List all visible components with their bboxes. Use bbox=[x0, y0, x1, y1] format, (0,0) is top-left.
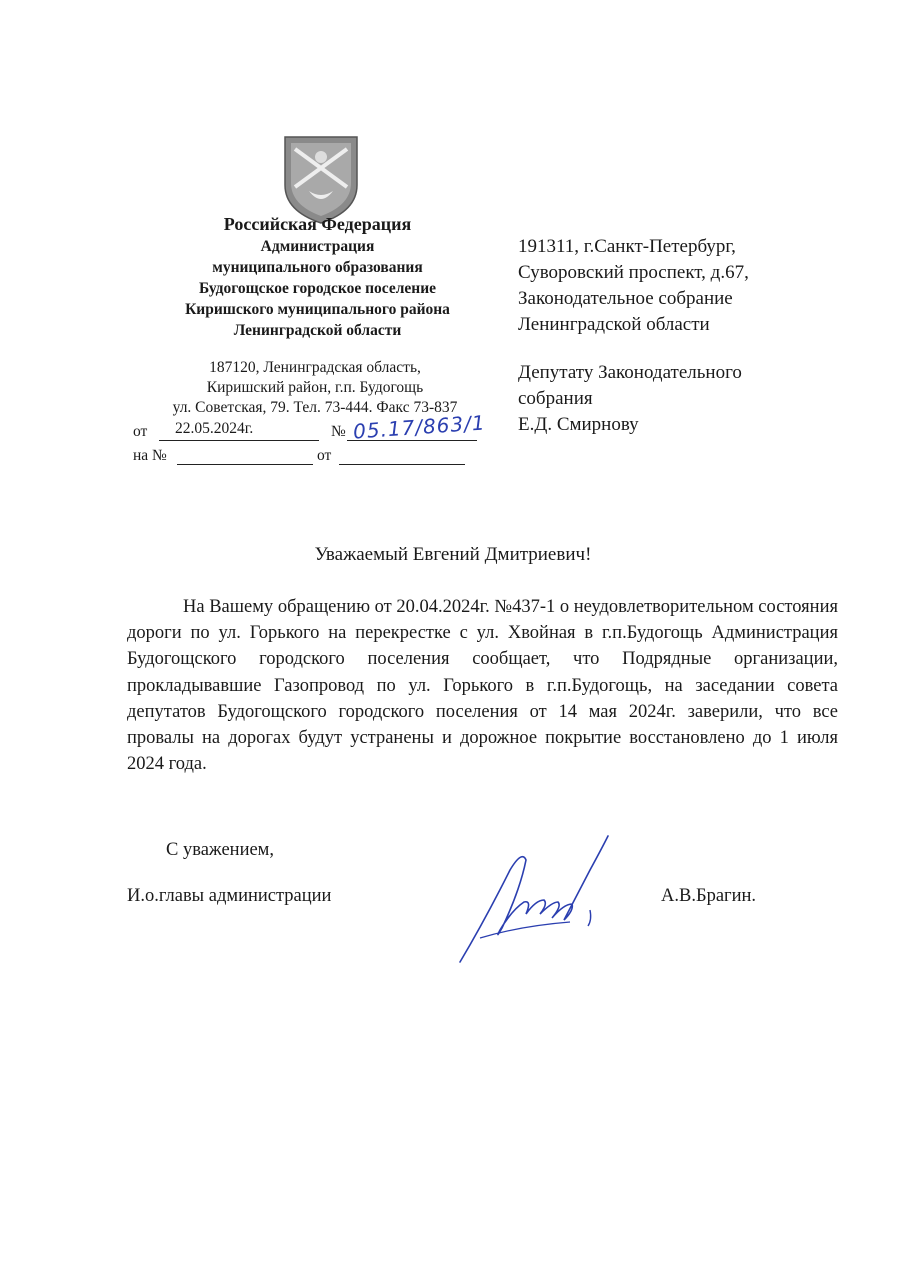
org-line: муниципального образования bbox=[212, 259, 423, 276]
recipient-to-line: Депутату Законодательного bbox=[518, 362, 742, 383]
address-line: 187120, Ленинградская область, bbox=[209, 359, 421, 376]
registration-line bbox=[133, 410, 493, 444]
reply-number-underline bbox=[177, 447, 313, 465]
organization-header bbox=[140, 212, 495, 341]
recipient-address-line: Законодательное собрание bbox=[518, 288, 733, 309]
organization-address bbox=[130, 358, 500, 418]
closing: С уважением, bbox=[166, 840, 275, 860]
signatory-name: А.В.Брагин. bbox=[661, 886, 757, 906]
org-line: Будогощское городское поселение bbox=[198, 280, 437, 297]
org-line: Администрация bbox=[260, 238, 375, 255]
signatory-title: И.о.главы администрации bbox=[127, 886, 332, 906]
reg-from-label: от bbox=[133, 423, 148, 440]
org-line: Ленинградской области bbox=[233, 322, 402, 339]
recipient-address-line: 191311, г.Санкт-Петербург, bbox=[518, 236, 736, 257]
reply-date-underline bbox=[339, 447, 465, 465]
recipient-to-line: собрания bbox=[518, 388, 593, 409]
reply-line bbox=[133, 447, 493, 467]
salutation: Уважаемый Евгений Дмитриевич! bbox=[314, 544, 592, 565]
recipient-address-line: Ленинградской области bbox=[518, 314, 710, 335]
org-country: Российская Федерация bbox=[223, 214, 412, 234]
recipient-to-line: Е.Д. Смирнову bbox=[518, 414, 639, 435]
reply-number-label: на № bbox=[133, 447, 167, 464]
address-line: Киришский район, г.п. Будогощь bbox=[206, 379, 424, 396]
reg-number-label: № bbox=[331, 423, 346, 440]
handwritten-signature-icon bbox=[440, 830, 630, 970]
reg-number-handwritten: 05.17/863/1 bbox=[352, 410, 487, 444]
recipient-address-line: Суворовский проспект, д.67, bbox=[518, 262, 749, 283]
reply-from-label: от bbox=[317, 447, 332, 464]
letter-body: На Вашему обращению от 20.04.2024г. №437-1 о неудовлетворительном состояния дороги по ул. Горького на перекрестке с ул. Хвойная в г.п.Будогощь Администрация Будогощского городского поселения сообщает, что Подрядные организации, прокладывавшие Газопровод по ул. Горького в г.п.Будогощь, на заседании совета депутатов Будогощского городского поселения от 14 мая 2024г. заверили, что все провалы на дорогах будут устранены и дорожное покрытие восстановлено до 1 июля 2024 года. bbox=[127, 597, 838, 775]
recipient-block bbox=[518, 234, 838, 438]
reg-date: 22.05.2024г. bbox=[175, 420, 254, 437]
address-line: ул. Советская, 79. Тел. 73-444. Факс 73-837 bbox=[172, 399, 458, 416]
org-line: Киришского муниципального района bbox=[185, 301, 450, 318]
